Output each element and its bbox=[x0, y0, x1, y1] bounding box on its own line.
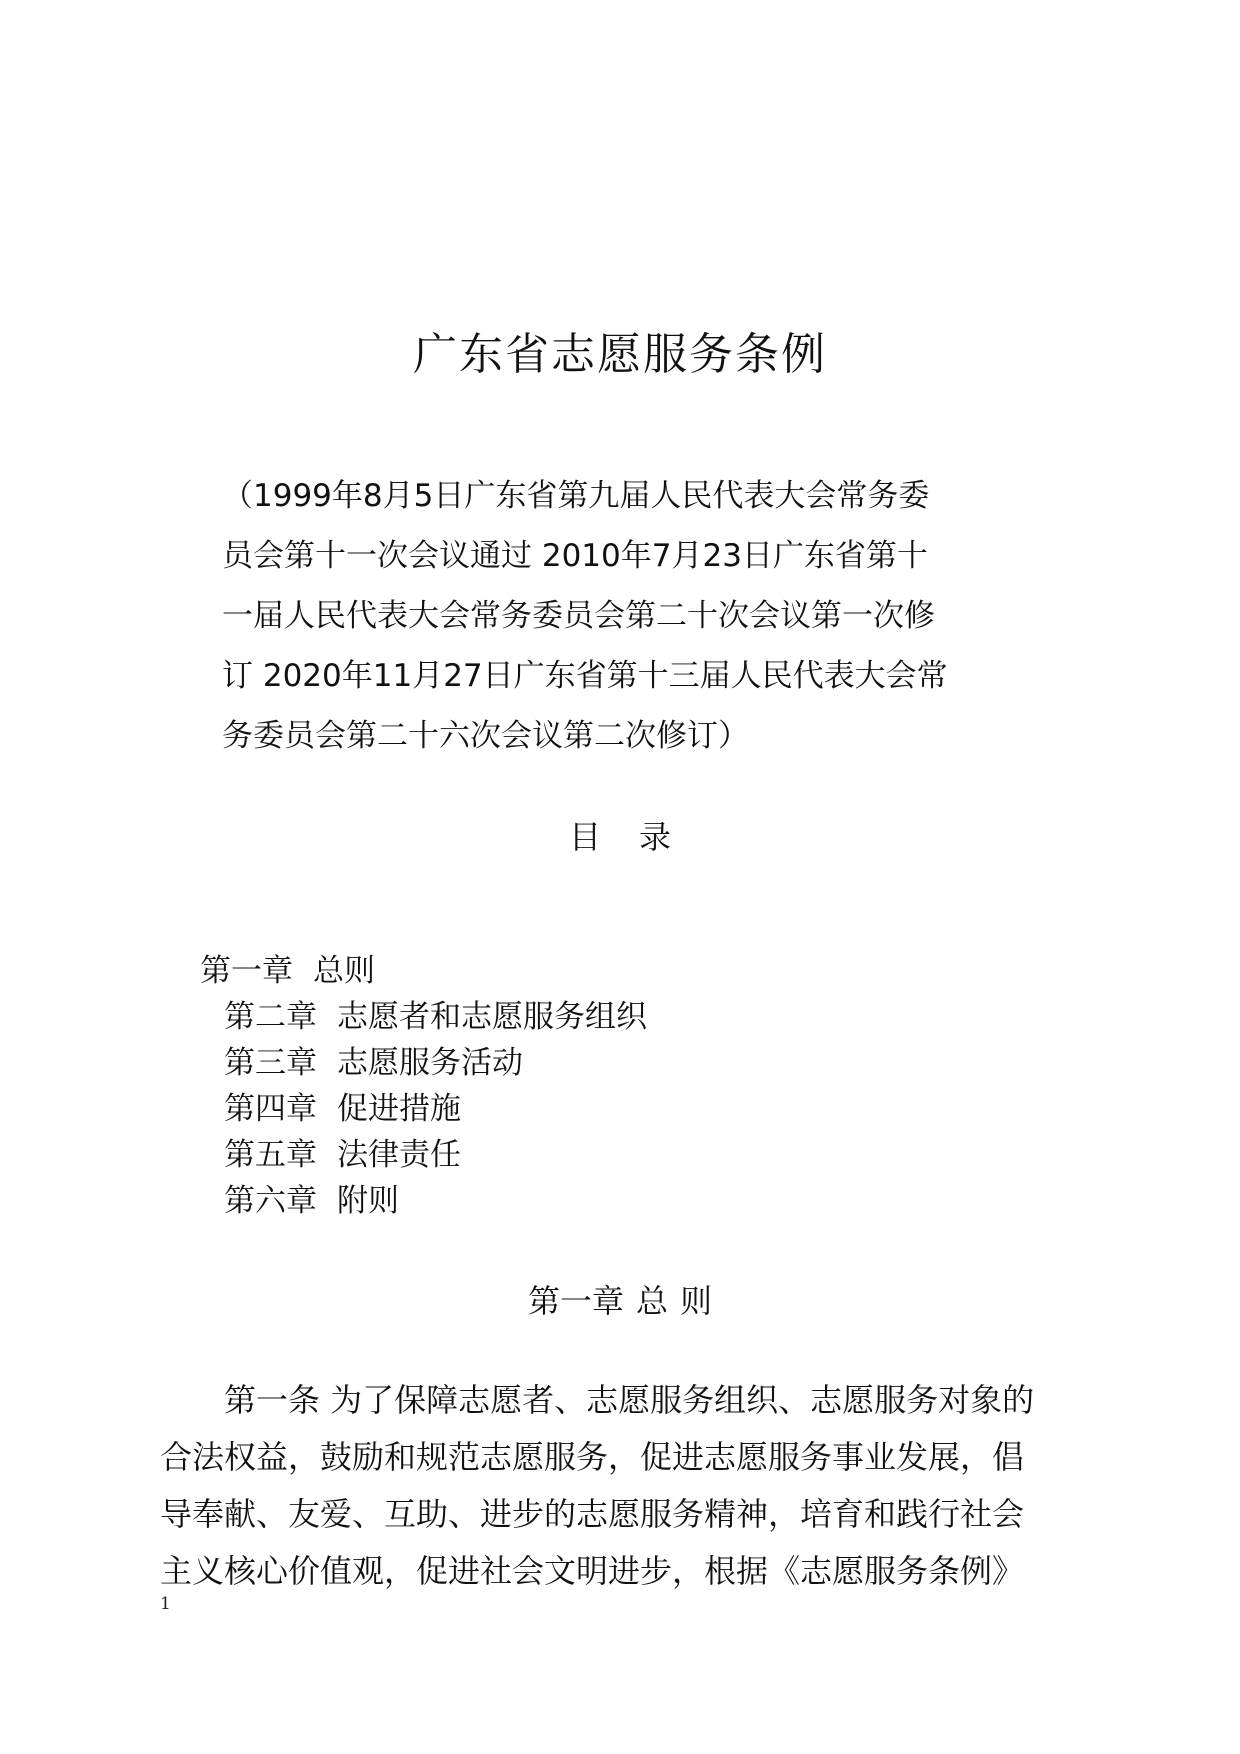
chapter-title-part: 则 bbox=[680, 1282, 713, 1320]
history-line: 务委员会第二十六次会议第二次修订） bbox=[222, 718, 749, 754]
article-text bbox=[160, 1372, 1080, 1600]
article-line: 主义核心价值观，促进社会文明进步，根据《志愿服务条例》 bbox=[160, 1552, 1025, 1590]
history-line: （1999年8月5日广东省第九届人民代表大会常务委 bbox=[222, 478, 930, 514]
toc-chapter-name: 总则 bbox=[313, 953, 375, 989]
article-line: 第一条 为了保障志愿者、志愿服务组织、志愿服务对象的 bbox=[160, 1381, 1035, 1419]
toc-chapter-name: 志愿服务活动 bbox=[337, 1045, 523, 1081]
toc-chapter-name: 志愿者和志愿服务组织 bbox=[337, 999, 647, 1035]
history-line: 订 2020年11月27日广东省第十三届人民代表大会常 bbox=[222, 658, 948, 694]
toc-chapter-number: 第四章 bbox=[224, 1091, 317, 1127]
toc-item-chapter-3[interactable] bbox=[224, 1040, 523, 1086]
chapter-title-part: 总 bbox=[635, 1282, 668, 1320]
toc-chapter-number: 第一章 bbox=[200, 953, 293, 989]
toc-chapter-number: 第六章 bbox=[224, 1183, 317, 1219]
toc-heading: 目录 bbox=[568, 818, 709, 856]
page-number: 1 bbox=[160, 1594, 171, 1614]
toc-item-chapter-1[interactable] bbox=[200, 948, 375, 994]
chapter-number: 第一章 bbox=[527, 1282, 624, 1320]
toc-chapter-name: 促进措施 bbox=[337, 1091, 461, 1127]
toc-chapter-number: 第二章 bbox=[224, 999, 317, 1035]
history-line: 员会第十一次会议通过 2010年7月23日广东省第十 bbox=[222, 538, 928, 574]
toc-item-chapter-5[interactable] bbox=[224, 1132, 461, 1178]
toc-item-chapter-4[interactable] bbox=[224, 1086, 461, 1132]
document-title: 广东省志愿服务条例 bbox=[413, 329, 827, 380]
article-line: 导奉献、友爱、互助、进步的志愿服务精神，培育和践行社会 bbox=[160, 1495, 1025, 1533]
toc-item-chapter-2[interactable] bbox=[224, 994, 647, 1040]
article-line: 合法权益，鼓励和规范志愿服务，促进志愿服务事业发展，倡 bbox=[160, 1438, 1025, 1476]
toc-chapter-number: 第三章 bbox=[224, 1045, 317, 1081]
toc-chapter-number: 第五章 bbox=[224, 1137, 317, 1173]
legislative-history bbox=[222, 466, 1022, 766]
toc-chapter-name: 附则 bbox=[337, 1183, 399, 1219]
chapter-heading bbox=[0, 1276, 1240, 1322]
history-line: 一届人民代表大会常务委员会第二十次会议第一次修 bbox=[222, 598, 935, 634]
toc-chapter-name: 法律责任 bbox=[337, 1137, 461, 1173]
toc-item-chapter-6[interactable] bbox=[224, 1178, 399, 1224]
